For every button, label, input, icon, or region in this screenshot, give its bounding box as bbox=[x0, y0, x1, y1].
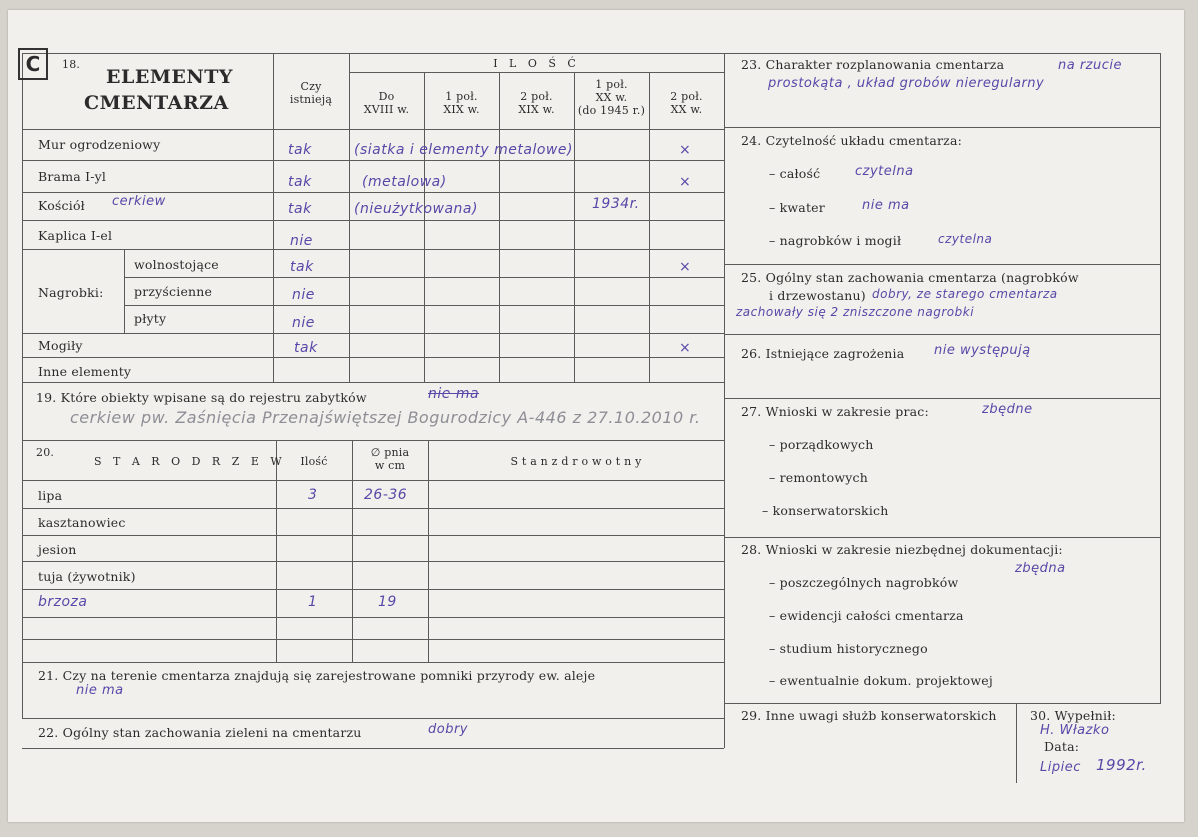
hw-brama-opis: (metalowa) bbox=[362, 174, 447, 190]
section-24-item-calosc: – całość bbox=[769, 166, 821, 181]
header-col-2pol-xx bbox=[649, 90, 724, 116]
row-label-przyscienne: przyścienne bbox=[134, 284, 213, 299]
section-20-title: S T A R O D R Z E W bbox=[94, 455, 286, 468]
hw-22: dobry bbox=[428, 722, 468, 737]
section-26-label: 26. Istniejące zagrożenia bbox=[741, 346, 905, 361]
hw-mur-x: × bbox=[679, 142, 692, 158]
hw-26: nie występują bbox=[934, 343, 1031, 358]
header-col-label: 1 poł. bbox=[445, 90, 478, 103]
header-col-label: XX w. bbox=[670, 103, 703, 116]
header-col-label: XIX w. bbox=[518, 103, 555, 116]
section-21-label: 21. Czy na terenie cmentarza znajdują się zarejestrowane pomniki przyrody ew. aleje bbox=[38, 668, 596, 683]
header-col-label: XVIII w. bbox=[363, 103, 410, 116]
row-label-mogily: Mogiły bbox=[38, 338, 83, 353]
header-czy-istnieja bbox=[273, 80, 349, 106]
hw-23-line1: na rzucie bbox=[1058, 58, 1123, 73]
tree-row-name: jesion bbox=[38, 542, 77, 557]
hw-23-line2: prostokąta , układ grobów nieregularny bbox=[768, 76, 1045, 91]
section-19-label: 19. Które obiekty wpisane są do rejestru zabytków bbox=[36, 390, 367, 405]
header-col-label: XIX w. bbox=[443, 103, 480, 116]
header-ilosc: I L O Ś Ć bbox=[493, 57, 580, 70]
section-18-title-line2: CMENTARZA bbox=[84, 92, 229, 114]
tree-row-name: lipa bbox=[38, 488, 63, 503]
hw-30-name: H. Włazko bbox=[1040, 723, 1110, 738]
hw-kosciol-typ: cerkiew bbox=[112, 194, 166, 209]
hw-tree-pnia: 19 bbox=[378, 594, 397, 610]
section-27-item: – porządkowych bbox=[769, 437, 874, 452]
hw-25-line2: zachowały się 2 zniszczone nagrobki bbox=[736, 305, 975, 319]
hw-kosciol-czy: tak bbox=[288, 201, 312, 217]
section-24-item-nagrobkow: – nagrobków i mogił bbox=[769, 233, 902, 248]
section-28-item: – ewentualnie dokum. projektowej bbox=[769, 673, 993, 688]
hw-tree-pnia: 26-36 bbox=[364, 487, 408, 503]
hw-kaplica-czy: nie bbox=[290, 233, 313, 249]
hw-25-line1: dobry, ze starego cmentarza bbox=[872, 287, 1058, 301]
hw-plyty-czy: nie bbox=[292, 315, 315, 331]
hw-24-nagrobkow: czytelna bbox=[938, 232, 993, 246]
header-col-do-xviii bbox=[349, 90, 424, 116]
header-stan-zdrowotny: S t a n z d r o w o t n y bbox=[510, 455, 642, 468]
header-pnia-line2: w cm bbox=[374, 459, 406, 472]
header-ilosc-drzew: Ilość bbox=[300, 455, 328, 468]
hw-24-calosc: czytelna bbox=[855, 164, 914, 179]
section-22-label: 22. Ogólny stan zachowania zieleni na cmentarzu bbox=[38, 725, 362, 740]
hw-30-date-month: Lipiec bbox=[1040, 760, 1081, 775]
header-col-2pol-xix bbox=[499, 90, 574, 116]
header-col-label: 2 poł. bbox=[520, 90, 553, 103]
hw-wolno-x: × bbox=[679, 259, 692, 275]
header-pnia-line1: ∅ pnia bbox=[370, 446, 410, 459]
hw-mur-opis: (siatka i elementy metalowe) bbox=[354, 142, 573, 158]
header-col-label: Do bbox=[378, 90, 395, 103]
header-col-label: 1 poł. bbox=[595, 78, 628, 91]
section-25-label-line2: i drzewostanu) bbox=[769, 288, 866, 303]
hw-mogily-x: × bbox=[679, 340, 692, 356]
row-label-plyty: płyty bbox=[134, 311, 167, 326]
header-col-1pol-xix bbox=[424, 90, 499, 116]
section-25-label-line1: 25. Ogólny stan zachowania cmentarza (nagrobków bbox=[741, 270, 1079, 285]
hw-tree-ilosc: 1 bbox=[308, 594, 318, 610]
section-28-label: 28. Wnioski w zakresie niezbędnej dokumentacji: bbox=[741, 542, 1063, 557]
section-24-item-kwater: – kwater bbox=[769, 200, 825, 215]
header-col-1pol-xx bbox=[574, 78, 649, 117]
section-18-title-line1: ELEMENTY bbox=[106, 66, 233, 88]
hw-28: zbędna bbox=[1015, 561, 1066, 576]
header-czy-line2: istnieją bbox=[289, 93, 333, 106]
hw-tree-ilosc: 3 bbox=[308, 487, 318, 503]
section-30-data-label: Data: bbox=[1044, 739, 1080, 754]
section-28-item: – ewidencji całości cmentarza bbox=[769, 608, 964, 623]
section-18-number: 18. bbox=[62, 58, 81, 71]
header-pnia bbox=[352, 446, 428, 472]
row-label-wolnostojace: wolnostojące bbox=[134, 257, 219, 272]
hw-30-date-year: 1992r. bbox=[1096, 756, 1147, 774]
hw-mur-czy: tak bbox=[288, 142, 312, 158]
hw-brama-x: × bbox=[679, 174, 692, 190]
hw-21: nie ma bbox=[76, 683, 124, 698]
section-28-item: – poszczególnych nagrobków bbox=[769, 575, 959, 590]
hw-brama-czy: tak bbox=[288, 174, 312, 190]
row-label-kaplica: Kaplica I-el bbox=[38, 228, 113, 243]
hw-24-kwater: nie ma bbox=[862, 198, 910, 213]
section-23-label: 23. Charakter rozplanowania cmentarza bbox=[741, 57, 1005, 72]
section-letter-box: C bbox=[18, 48, 48, 80]
row-label-inne: Inne elementy bbox=[38, 364, 132, 379]
row-label-kosciol: Kościół bbox=[38, 198, 85, 213]
hw-przysc-czy: nie bbox=[292, 287, 315, 303]
tree-row-name: kasztanowiec bbox=[38, 515, 126, 530]
header-col-label: (do 1945 r.) bbox=[577, 104, 646, 117]
section-29-label: 29. Inne uwagi służb konserwatorskich bbox=[741, 708, 997, 723]
section-30-label: 30. Wypełnił: bbox=[1030, 708, 1116, 723]
hw-27: zbędne bbox=[982, 402, 1033, 417]
section-24-label: 24. Czytelność układu cmentarza: bbox=[741, 133, 963, 148]
section-27-label: 27. Wnioski w zakresie prac: bbox=[741, 404, 929, 419]
header-col-label: 2 poł. bbox=[670, 90, 703, 103]
section-28-item: – studium historycznego bbox=[769, 641, 928, 656]
row-label-mur: Mur ogrodzeniowy bbox=[38, 137, 161, 152]
row-label-nagrobki: Nagrobki: bbox=[38, 285, 104, 300]
header-col-label: XX w. bbox=[595, 91, 628, 104]
section-20-number: 20. bbox=[36, 446, 55, 459]
header-czy-line1: Czy bbox=[300, 80, 322, 93]
hw-19-register-entry: cerkiew pw. Zaśnięcia Przenajświętszej Bogurodzicy A-446 z 27.10.2010 r. bbox=[70, 408, 701, 427]
row-label-brama: Brama I-yl bbox=[38, 169, 107, 184]
hw-wolno-czy: tak bbox=[290, 259, 314, 275]
hw-19-crossed: nie ma bbox=[428, 386, 480, 402]
hw-kosciol-rok: 1934r. bbox=[592, 196, 640, 212]
hw-kosciol-opis: (nieużytkowana) bbox=[354, 201, 478, 217]
section-27-item: – konserwatorskich bbox=[762, 503, 889, 518]
section-27-item: – remontowych bbox=[769, 470, 868, 485]
hw-tree-name: brzoza bbox=[38, 594, 88, 610]
tree-row-name: tuja (żywotnik) bbox=[38, 569, 136, 584]
hw-mogily-czy: tak bbox=[294, 340, 318, 356]
